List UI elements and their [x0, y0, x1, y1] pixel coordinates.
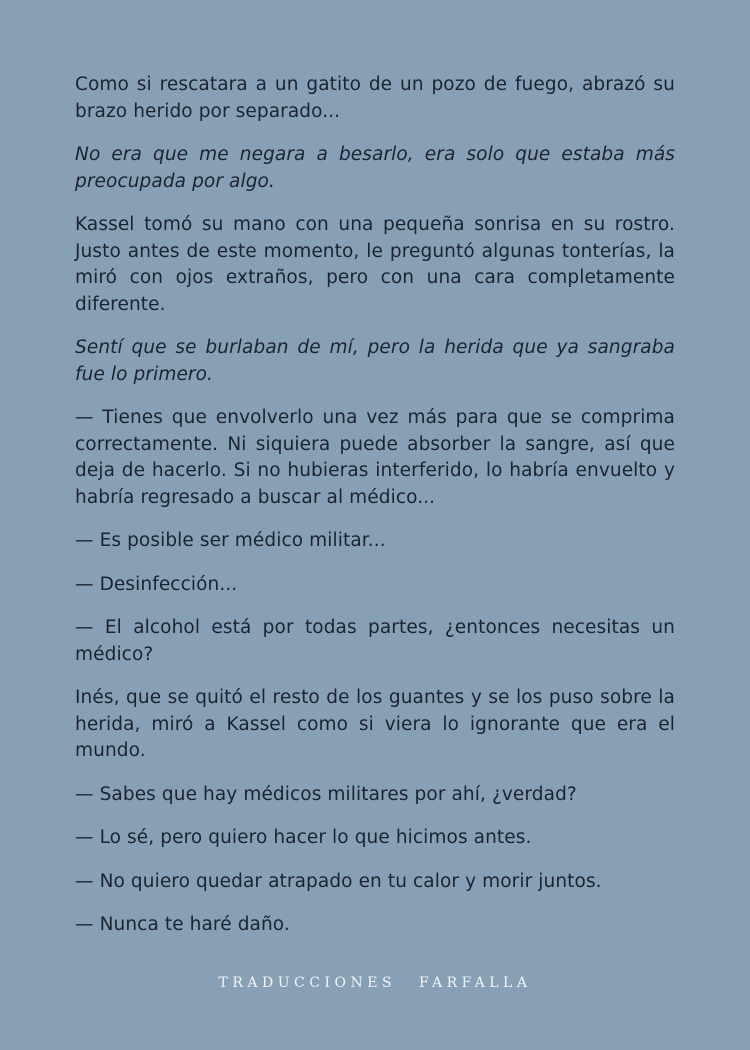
paragraph-italic: Sentí que se burlaban de mí, pero la herida que ya sangraba fue lo primero. [75, 337, 675, 385]
dialogue-line: — Sabes que hay médicos militares por ahí, ¿verdad? [75, 783, 577, 805]
dialogue-line: — Es posible ser médico militar... [75, 530, 386, 551]
dialogue-line: — Tienes que envolverlo una vez más para que se comprima correctamente. Ni siquiera puede absorber la sangre, así que deja de hacerlo. Si no hubieras interferido, lo habría envuelto y habría regresado a buscar al médico... [75, 407, 675, 508]
paragraph: Kassel tomó su mano con una pequeña sonrisa en su rostro. Justo antes de este momento, le preguntó algunas tonterías, la miró con ojos extraños, pero con una cara completamente diferente. [75, 214, 675, 315]
dialogue-line: — Desinfección... [75, 573, 238, 595]
dialogue-line: — Nunca te haré daño. [75, 914, 290, 935]
paragraph: Inés, que se quitó el resto de los guantes y se los puso sobre la herida, miró a Kassel como si viera lo ignorante que era el mundo. [75, 687, 675, 761]
dialogue-line: — No quiero quedar atrapado en tu calor y morir juntos. [75, 870, 602, 892]
paragraph-italic: No era que me negara a besarlo, era solo que estaba más preocupada por algo. [75, 144, 675, 192]
dialogue-line: — Lo sé, pero quiero hacer lo que hicimos antes. [75, 827, 532, 848]
paragraph: Como si rescatara a un gatito de un pozo de fuego, abrazó su brazo herido por separado... [75, 74, 675, 122]
dialogue-line: — El alcohol está por todas partes, ¿entonces necesitas un médico? [75, 617, 675, 665]
footer-credit: TRADUCCIONES FARFALLA [218, 975, 532, 991]
page-body [75, 72, 675, 956]
